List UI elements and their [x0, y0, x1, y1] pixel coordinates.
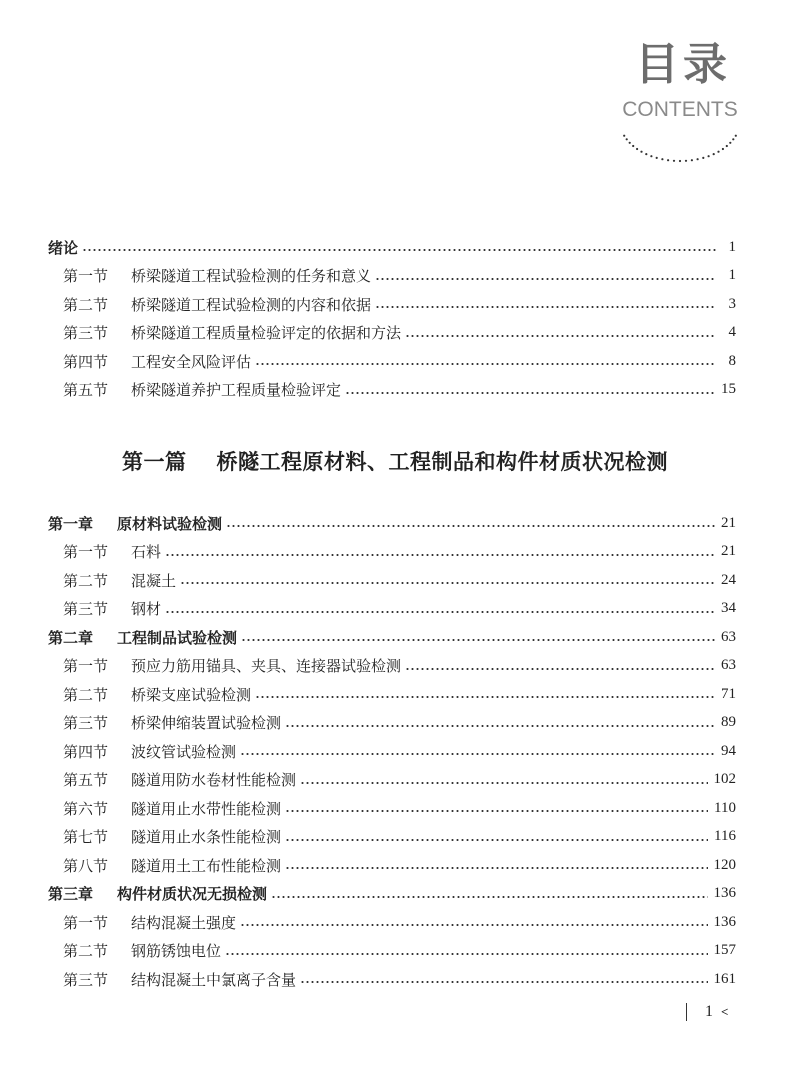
- divider: [686, 1003, 687, 1021]
- toc-section[interactable]: [48, 595, 736, 624]
- arc-dot: [717, 151, 719, 153]
- arc-dot: [629, 142, 631, 144]
- arc-dot: [636, 148, 638, 150]
- arrow-left-icon: <: [721, 1004, 729, 1019]
- dot-leader: [405, 667, 715, 671]
- entry-label: 第一章: [48, 514, 94, 533]
- entry-title: 钢材: [131, 600, 162, 619]
- toc-section[interactable]: [48, 262, 736, 291]
- entry-label: 第六节: [63, 799, 109, 818]
- entry-label: 第七节: [63, 828, 109, 847]
- entry-label: 第二节: [63, 571, 109, 590]
- dot-leader: [180, 581, 715, 585]
- toc-chapter[interactable]: [48, 623, 736, 652]
- part-title: 桥隧工程原材料、工程制品和构件材质状况检测: [216, 449, 668, 474]
- intro-section: [48, 233, 736, 404]
- part-label: 第一篇: [122, 449, 187, 474]
- entry-label: 第二章: [48, 628, 94, 647]
- dot-leader: [285, 866, 707, 870]
- entry-page: 21: [721, 514, 736, 531]
- entry-title: 隧道用止水带性能检测: [131, 799, 282, 818]
- toc-section[interactable]: [48, 737, 736, 766]
- toc-section[interactable]: [48, 794, 736, 823]
- arc-dot: [735, 135, 737, 137]
- entry-title: 预应力筋用锚具、夹具、连接器试验检测: [131, 657, 402, 676]
- dot-leader: [405, 334, 716, 338]
- dot-leader: [375, 277, 716, 281]
- toc-intro[interactable]: [48, 233, 736, 262]
- entry-title: 钢筋锈蚀电位: [131, 942, 222, 961]
- dot-leader: [226, 524, 715, 528]
- arc-dot: [697, 158, 699, 160]
- dot-leader: [300, 781, 707, 785]
- dot-leader: [240, 752, 715, 756]
- entry-label: 第一节: [63, 913, 109, 932]
- dot-leader: [345, 391, 715, 395]
- dot-leader: [165, 553, 715, 557]
- entry-page: 24: [721, 571, 736, 588]
- entry-label: 第五节: [63, 381, 109, 400]
- entry-title: 构件材质状况无损检测: [117, 885, 268, 904]
- entry-label: 第一节: [63, 657, 109, 676]
- entry-title: 隧道用土工布性能检测: [131, 856, 282, 875]
- toc-section[interactable]: [48, 965, 736, 994]
- arc-dot: [673, 160, 675, 162]
- arc-dot: [632, 145, 634, 147]
- entry-page: 120: [713, 856, 736, 873]
- toc-section[interactable]: [48, 319, 736, 348]
- arc-dot: [691, 159, 693, 161]
- entry-page: 102: [713, 771, 736, 788]
- entry-label: 第一节: [63, 267, 109, 286]
- entry-title: 隧道用防水卷材性能检测: [131, 771, 297, 790]
- toc-section[interactable]: [48, 823, 736, 852]
- dot-leader: [271, 895, 707, 899]
- arc-dot: [729, 142, 731, 144]
- entry-title: 石料: [131, 543, 162, 562]
- toc-chapter[interactable]: [48, 880, 736, 909]
- toc-section[interactable]: [48, 709, 736, 738]
- arc-dot: [732, 138, 734, 140]
- dot-leader: [255, 695, 715, 699]
- dot-leader: [255, 362, 716, 366]
- entry-title: 波纹管试验检测: [131, 742, 237, 761]
- entry-page: 110: [714, 799, 736, 816]
- entry-label: 第一节: [63, 543, 109, 562]
- toc-section[interactable]: [48, 680, 736, 709]
- entry-title: 原材料试验检测: [117, 514, 223, 533]
- entry-title: 结构混凝土中氯离子含量: [131, 970, 297, 989]
- entry-page: 21: [721, 543, 736, 560]
- toc-section[interactable]: [48, 290, 736, 319]
- entry-title: 桥梁伸缩装置试验检测: [131, 714, 282, 733]
- entry-page: 136: [713, 913, 736, 930]
- entry-page: 3: [728, 295, 736, 312]
- entry-page: 94: [721, 742, 736, 759]
- contents-logo: [600, 35, 760, 173]
- arc-dot: [708, 155, 710, 157]
- entry-page: 1: [728, 238, 736, 255]
- page-number: 1: [705, 1003, 713, 1020]
- dot-leader: [285, 724, 715, 728]
- arc-dot: [722, 148, 724, 150]
- arc-dot: [645, 153, 647, 155]
- arc-dot: [685, 160, 687, 162]
- entry-title: 结构混凝土强度: [131, 913, 237, 932]
- toc-section[interactable]: [48, 851, 736, 880]
- entry-label: 第八节: [63, 856, 109, 875]
- entry-label: 第五节: [63, 771, 109, 790]
- entry-page: 136: [713, 885, 736, 902]
- dot-leader: [375, 305, 716, 309]
- entry-page: 63: [721, 657, 736, 674]
- entry-page: 1: [728, 267, 736, 284]
- arc-dot: [702, 157, 704, 159]
- entry-label: 第二节: [63, 295, 109, 314]
- dot-leader: [285, 838, 708, 842]
- dot-leader: [240, 923, 707, 927]
- entry-label: 第三节: [63, 970, 109, 989]
- arc-dot: [623, 135, 625, 137]
- page-footer: [686, 1003, 728, 1021]
- entry-title: 工程安全风险评估: [131, 352, 252, 371]
- arc-dot: [640, 151, 642, 153]
- dot-leader: [165, 610, 715, 614]
- entry-label: 第三节: [63, 600, 109, 619]
- entry-label: 第二节: [63, 942, 109, 961]
- entry-title: 隧道用止水条性能检测: [131, 828, 282, 847]
- dotted-arc-icon: [620, 129, 740, 173]
- dot-leader: [225, 952, 707, 956]
- entry-label: 第二节: [63, 685, 109, 704]
- arc-dot: [650, 155, 652, 157]
- entry-page: 15: [721, 381, 736, 398]
- entry-title: 混凝土: [131, 571, 177, 590]
- entry-title: 桥梁隧道养护工程质量检验评定: [131, 381, 342, 400]
- toc-section[interactable]: [48, 376, 736, 405]
- entry-page: 4: [728, 324, 736, 341]
- arc-dot: [667, 159, 669, 161]
- entry-page: 8: [728, 352, 736, 369]
- entry-page: 71: [721, 685, 736, 702]
- toc-section[interactable]: [48, 937, 736, 966]
- dot-leader: [82, 248, 716, 252]
- dot-leader: [300, 980, 707, 984]
- toc-list: [48, 509, 736, 994]
- toc-section[interactable]: [48, 538, 736, 567]
- entry-page: 34: [721, 600, 736, 617]
- toc-section[interactable]: [48, 652, 736, 681]
- entry-title: 桥梁隧道工程试验检测的任务和意义: [131, 267, 372, 286]
- toc-section[interactable]: [48, 566, 736, 595]
- dot-leader: [241, 638, 715, 642]
- toc-chapter[interactable]: [48, 509, 736, 538]
- entry-label: 第三章: [48, 885, 94, 904]
- toc-section[interactable]: [48, 766, 736, 795]
- arc-dot: [679, 160, 681, 162]
- entry-page: 161: [713, 970, 736, 987]
- entry-page: 157: [713, 942, 736, 959]
- toc-section[interactable]: [48, 908, 736, 937]
- entry-page: 63: [721, 628, 736, 645]
- title-en: CONTENTS: [622, 98, 738, 121]
- entry-title: 桥梁隧道工程质量检验评定的依据和方法: [131, 324, 402, 343]
- entry-label: 第四节: [63, 742, 109, 761]
- arc-dot: [726, 145, 728, 147]
- entry-page: 116: [714, 828, 736, 845]
- entry-label: 第三节: [63, 714, 109, 733]
- arc-dot: [626, 138, 628, 140]
- arc-dot: [713, 153, 715, 155]
- toc-section[interactable]: [48, 347, 736, 376]
- entry-label: 第四节: [63, 352, 109, 371]
- part-heading: [0, 446, 790, 476]
- arc-dot: [661, 158, 663, 160]
- entry-title: 桥梁隧道工程试验检测的内容和依据: [131, 295, 372, 314]
- entry-title: 桥梁支座试验检测: [131, 685, 252, 704]
- arc-dot: [656, 157, 658, 159]
- entry-page: 89: [721, 714, 736, 731]
- entry-title: 绪论: [48, 238, 79, 257]
- entry-title: 工程制品试验检测: [117, 628, 238, 647]
- title-cn: 目录: [635, 39, 731, 90]
- entry-label: 第三节: [63, 324, 109, 343]
- dot-leader: [285, 809, 708, 813]
